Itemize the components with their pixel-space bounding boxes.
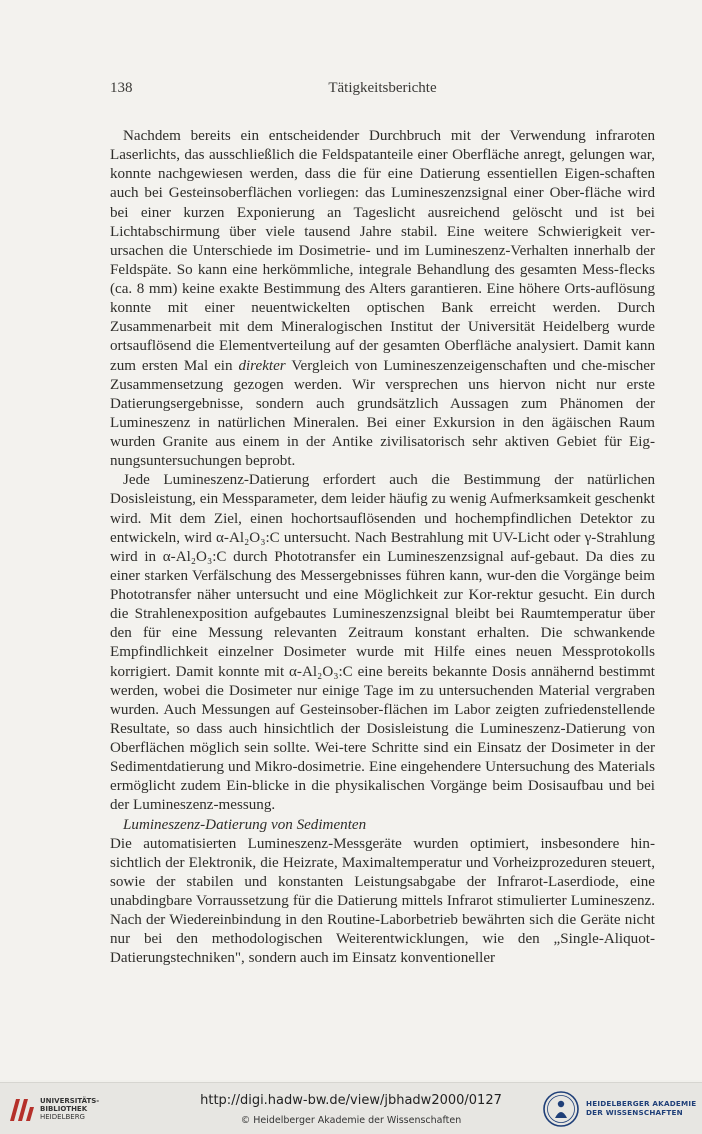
paragraph-3: Die automatisierten Lumineszenz-Messgeräte wurden optimiert, insbesondere hin-sichtlich der Elektronik, die Heizrate, Maximaltemperatur und Vorheizprozeduren steuert, sowie der stabilen und konstanten Leistungsabgabe der Infrarot-Laserdiode, eine unabdingbare Vorraussetzung für die Datierung mittels Infrarot stimulierter Lumineszenz. Nach der Wiedereinbindung in den Routine-Laborbetrieb bewährten sich die Geräte nicht nur bei den methodologischen Weiterentwicklungen, wie den „Single-Aliquot-Datierungstechniken", sondern auch im Einsatz konventioneller	[110, 835, 655, 967]
library-line-1: UNIVERSITÄTS-	[40, 1097, 100, 1105]
body-text	[110, 127, 655, 969]
paragraph-1-part-a: Nachdem bereits ein entscheidender Durchbruch mit der Verwendung infraroten Laserlichts, das ausschließlich die Feldspatanteile einer Oberfläche anregt, gelungen war, konnte nachgewiesen werden, dass die für eine Datierung essentiellen Eigen-schaften auch bei Gesteinsoberflächen vorliegen: das Lumineszenzsignal einer Ober-fläche wird bei einer kurzen Exponierung an Tageslicht ausreichend gelöscht und ist bei Lichtabschirmung über viele tausend Jahre stabil. Eine weitere Schwierigkeit ver-ursachen die Unterschiede im Dosimetrie- und im Lumineszenz-Verhalten innerhalb der Feldspäte. So kann eine herkömmliche, integrale Behandlung des gesamten Mess-flecks (ca. 8 mm) keine exakte Bestimmung des Alters garantieren. Eine höhere Orts-auflösung konnte mit einer neuentwickelten optischen Bank erreicht werden. Durch Zusammenarbeit mit dem Mineralogischen Institut der Universität Heidelberg wurde ortsauflösend die Elementverteilung auf der gesamten Oberfläche analysiert. Damit kann zum ersten Mal ein	[110, 128, 655, 374]
academy-name[interactable]	[586, 1099, 696, 1117]
library-line-2: BIBLIOTHEK	[40, 1105, 88, 1113]
paragraph-1	[110, 127, 655, 471]
academy-line-2: DER WISSENSCHAFTEN	[586, 1108, 683, 1117]
academy-seal-icon[interactable]	[543, 1091, 579, 1127]
page-number: 138	[110, 80, 133, 96]
section-heading: Lumineszenz-Datierung von Sedimenten	[123, 816, 367, 833]
library-line-3: HEIDELBERG	[40, 1113, 85, 1121]
paragraph-2: Jede Lumineszenz-Datierung erfordert auch die Bestimmung der natürlichen Dosisleistung, ein Messparameter, dem leider häufig zu wenig Aufmerksamkeit geschenkt wird. Mit dem Ziel, einen hochortsauflösenden und hochempfindlichen Detektor zu entwickeln, wird α-Al₂O₃:C untersucht. Nach Bestrahlung mit UV-Licht oder γ-Strahlung wird in α-Al₂O₃:C durch Phototransfer ein Lumineszenzsignal auf-gebaut. Da dies zu einer starken Verfälschung des Messergebnisses führen kann, wur-den die Vorgänge beim Phototransfer näher untersucht und eine Möglichkeit zur Kor-rektur gesucht. Ein durch die Strahlenexposition aufgebautes Lumineszenzsignal bleibt bei Raumtemperatur über den für eine Messung relevanten Zeitraum konstant erhalten. Die schwankende Empfindlichkeit einzelner Dosimeter wurde mit Hilfe eines neuen Messprotokolls korrigiert. Damit konnte mit α-Al₂O₃:C eine bereits bekannte Dosis annähernd bestimmt werden, wobei die Dosimeter nur einige Tage im zu untersuchenden Material vergraben wurden. Auch Messungen auf Gesteinsober-flächen im Labor zeigten zufriedenstellende Resultate, so dass auch hinsichtlich der Dosisleistung die Lumineszenz-Datierung von Oberflächen möglich sein sollte. Wei-tere Schritte sind ein Einsatz der Dosimeter in der Sedimentdatierung und Mikro-dosimetrie. Eine eingehendere Untersuchung des Materials ermöglicht zudem Ein-blicke in die physikalischen Vorgänge beim Dosisaufbau und bei der Lumineszenz-messung.	[110, 472, 655, 814]
running-head	[110, 80, 655, 100]
paragraph-1-part-b: Vergleich von Lumineszenzeigenschaften und che-mischer Zusammensetzung gezogen werden. Wir versprechen uns hiervon nicht nur erste Datierungsergebnisse, sondern auch grundsätzlich Aussagen zum Phänomen der Lumineszenz in natürlichen Mineralen. Bei einer Exkursion in den ägäischen Raum wurden Granite aus einem in der Antike zivilisatorisch sehr aktiven Gebiet für Eig-nungsuntersuchungen beprobt.	[110, 357, 655, 470]
viewer-footer	[0, 1082, 702, 1134]
academy-line-1: HEIDELBERGER AKADEMIE	[586, 1099, 697, 1108]
copyright-notice: © Heidelberger Akademie der Wissenschaften	[240, 1115, 462, 1126]
running-title: Tätigkeitsberichte	[328, 80, 437, 96]
emphasis-direkter: direkter	[238, 357, 286, 374]
permalink-url[interactable]: http://digi.hadw-bw.de/view/jbhadw2000/0127	[200, 1093, 502, 1108]
